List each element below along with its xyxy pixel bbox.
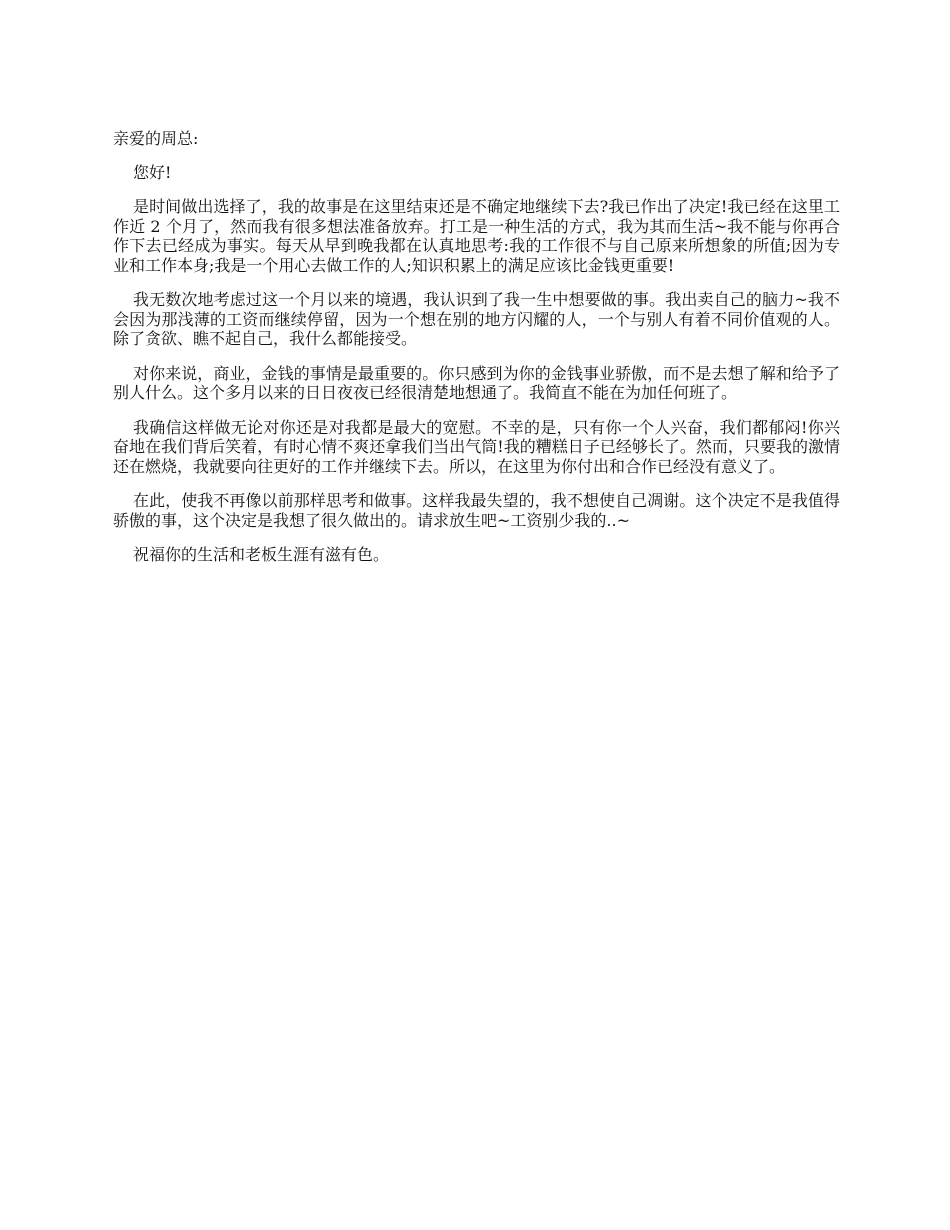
greeting: 您好! — [133, 162, 172, 182]
paragraph-4: 我确信这样做无论对你还是对我都是最大的宽慰。不幸的是，只有你一个人兴奋，我们都郁闷!你兴奋地在我们背后笑着，有时心情不爽还拿我们当出气筒!我的糟糕日子已经够长了。然而，只要我的激情还在燃烧，我就要向往更好的工作并继续下去。所以，在这里为你付出和合作已经没有意义了。 — [113, 417, 840, 476]
paragraph-3: 对你来说，商业，金钱的事情是最重要的。你只感到为你的金钱事业骄傲，而不是去想了解和给予了别人什么。这个多月以来的日日夜夜已经很清楚地想通了。我简直不能在为加任何班了。 — [113, 363, 840, 402]
salutation: 亲爱的周总: — [113, 129, 199, 148]
paragraph-1: 是时间做出选择了，我的故事是在这里结束还是不确定地继续下去?我已作出了决定!我已经在这里工作近 2 个月了，然而我有很多想法准备放弃。打工是一种生活的方式，我为其而生活~我不能与你再合作下去已经成为事实。每天从早到晚我都在认真地思考:我的工作很不与自己原来所想象的所值;因为专业和工作本身;我是一个用心去做工作的人;知识积累上的满足应该比金钱更重要! — [113, 197, 840, 275]
paragraph-5: 在此，使我不再像以前那样思考和做事。这样我最失望的，我不想使自己凋谢。这个决定不是我值得骄傲的事，这个决定是我想了很久做出的。请求放生吧~工资别少我的..~ — [113, 491, 840, 530]
letter-body — [113, 118, 840, 565]
paragraph-2: 我无数次地考虑过这一个月以来的境遇，我认识到了我一生中想要做的事。我出卖自己的脑力~我不会因为那浅薄的工资而继续停留，因为一个想在别的地方闪耀的人，一个与别人有着不同价值观的人。除了贪欲、瞧不起自己，我什么都能接受。 — [113, 290, 840, 348]
closing-line: 祝福你的生活和老板生涯有滋有色。 — [133, 545, 390, 564]
